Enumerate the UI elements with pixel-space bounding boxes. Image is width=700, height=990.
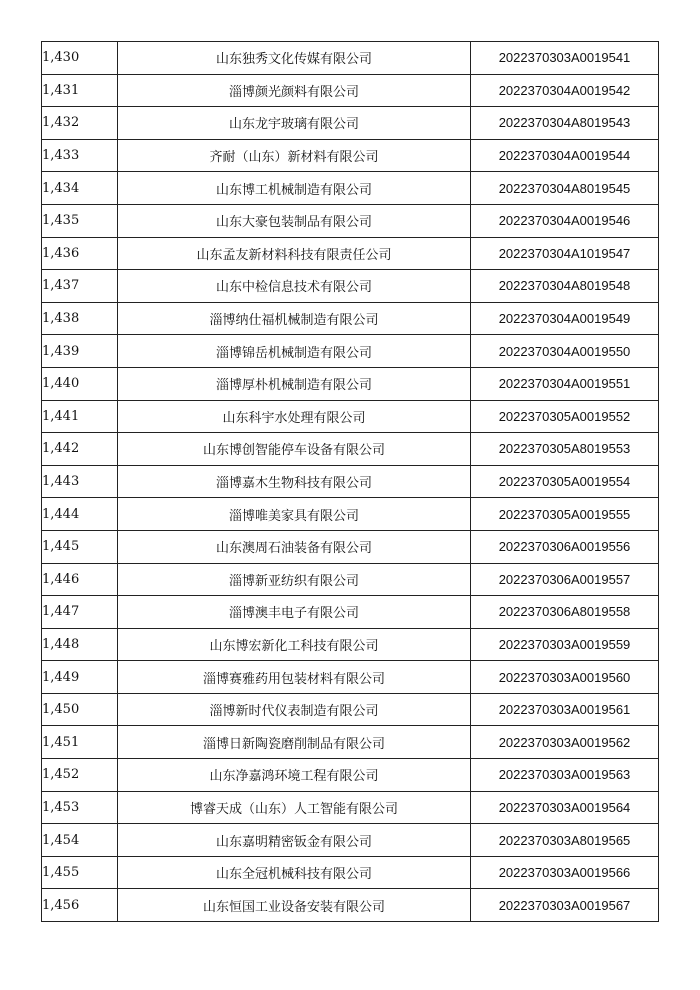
company-name-cell: 山东恒国工业设备安装有限公司 bbox=[118, 889, 471, 922]
row-index-cell: 1,444 bbox=[42, 498, 118, 531]
table-row bbox=[42, 791, 659, 824]
row-index-cell: 1,450 bbox=[42, 693, 118, 726]
table-row bbox=[42, 596, 659, 629]
company-name-cell: 淄博颜光颜料有限公司 bbox=[118, 74, 471, 107]
registration-code-cell: 2022370306A0019557 bbox=[471, 563, 659, 596]
company-name-cell: 淄博唯美家具有限公司 bbox=[118, 498, 471, 531]
registration-code-cell: 2022370303A0019562 bbox=[471, 726, 659, 759]
table-row bbox=[42, 172, 659, 205]
registration-code-cell: 2022370303A0019559 bbox=[471, 628, 659, 661]
registration-code-cell: 2022370304A8019545 bbox=[471, 172, 659, 205]
table-row bbox=[42, 661, 659, 694]
registration-code-cell: 2022370303A0019560 bbox=[471, 661, 659, 694]
company-name-cell: 齐耐（山东）新材料有限公司 bbox=[118, 139, 471, 172]
company-name-cell: 山东澳周石油装备有限公司 bbox=[118, 530, 471, 563]
registration-code-cell: 2022370304A8019543 bbox=[471, 107, 659, 140]
table-row bbox=[42, 107, 659, 140]
row-index-cell: 1,443 bbox=[42, 465, 118, 498]
company-name-cell: 淄博新亚纺织有限公司 bbox=[118, 563, 471, 596]
row-index-cell: 1,453 bbox=[42, 791, 118, 824]
company-name-cell: 博睿天成（山东）人工智能有限公司 bbox=[118, 791, 471, 824]
company-name-cell: 山东博宏新化工科技有限公司 bbox=[118, 628, 471, 661]
registration-code-cell: 2022370303A8019565 bbox=[471, 824, 659, 857]
table-row bbox=[42, 302, 659, 335]
table-row bbox=[42, 139, 659, 172]
table-row bbox=[42, 270, 659, 303]
registration-code-cell: 2022370303A0019566 bbox=[471, 856, 659, 889]
row-index-cell: 1,448 bbox=[42, 628, 118, 661]
row-index-cell: 1,442 bbox=[42, 433, 118, 466]
row-index-cell: 1,436 bbox=[42, 237, 118, 270]
table-row bbox=[42, 759, 659, 792]
company-name-cell: 淄博纳仕福机械制造有限公司 bbox=[118, 302, 471, 335]
table-row bbox=[42, 335, 659, 368]
registration-code-cell: 2022370303A0019563 bbox=[471, 759, 659, 792]
table-row bbox=[42, 237, 659, 270]
company-name-cell: 淄博澳丰电子有限公司 bbox=[118, 596, 471, 629]
company-name-cell: 淄博锦岳机械制造有限公司 bbox=[118, 335, 471, 368]
company-name-cell: 山东中检信息技术有限公司 bbox=[118, 270, 471, 303]
table-body bbox=[42, 42, 659, 922]
table-row bbox=[42, 42, 659, 75]
table-row bbox=[42, 563, 659, 596]
row-index-cell: 1,454 bbox=[42, 824, 118, 857]
company-name-cell: 山东独秀文化传媒有限公司 bbox=[118, 42, 471, 75]
company-name-cell: 山东龙宇玻璃有限公司 bbox=[118, 107, 471, 140]
row-index-cell: 1,437 bbox=[42, 270, 118, 303]
row-index-cell: 1,432 bbox=[42, 107, 118, 140]
table-row bbox=[42, 824, 659, 857]
registration-code-cell: 2022370306A0019556 bbox=[471, 530, 659, 563]
table-row bbox=[42, 530, 659, 563]
table-row bbox=[42, 498, 659, 531]
row-index-cell: 1,446 bbox=[42, 563, 118, 596]
registration-code-cell: 2022370305A0019554 bbox=[471, 465, 659, 498]
table-row bbox=[42, 856, 659, 889]
row-index-cell: 1,456 bbox=[42, 889, 118, 922]
company-name-cell: 淄博厚朴机械制造有限公司 bbox=[118, 367, 471, 400]
registration-code-cell: 2022370305A0019555 bbox=[471, 498, 659, 531]
row-index-cell: 1,447 bbox=[42, 596, 118, 629]
registration-code-cell: 2022370303A0019567 bbox=[471, 889, 659, 922]
row-index-cell: 1,445 bbox=[42, 530, 118, 563]
company-name-cell: 山东博工机械制造有限公司 bbox=[118, 172, 471, 205]
registration-code-cell: 2022370304A8019548 bbox=[471, 270, 659, 303]
company-registry-table bbox=[41, 41, 659, 922]
registration-code-cell: 2022370304A1019547 bbox=[471, 237, 659, 270]
row-index-cell: 1,439 bbox=[42, 335, 118, 368]
table-row bbox=[42, 400, 659, 433]
company-name-cell: 淄博嘉木生物科技有限公司 bbox=[118, 465, 471, 498]
row-index-cell: 1,452 bbox=[42, 759, 118, 792]
row-index-cell: 1,435 bbox=[42, 204, 118, 237]
registration-code-cell: 2022370304A0019542 bbox=[471, 74, 659, 107]
table-row bbox=[42, 74, 659, 107]
table-row bbox=[42, 204, 659, 237]
row-index-cell: 1,449 bbox=[42, 661, 118, 694]
company-name-cell: 山东净嘉鸿环境工程有限公司 bbox=[118, 759, 471, 792]
company-name-cell: 山东大豪包装制品有限公司 bbox=[118, 204, 471, 237]
table-row bbox=[42, 367, 659, 400]
registration-code-cell: 2022370303A0019561 bbox=[471, 693, 659, 726]
row-index-cell: 1,430 bbox=[42, 42, 118, 75]
company-name-cell: 淄博日新陶瓷磨削制品有限公司 bbox=[118, 726, 471, 759]
table-row bbox=[42, 693, 659, 726]
registration-code-cell: 2022370305A0019552 bbox=[471, 400, 659, 433]
row-index-cell: 1,451 bbox=[42, 726, 118, 759]
row-index-cell: 1,440 bbox=[42, 367, 118, 400]
company-name-cell: 山东博创智能停车设备有限公司 bbox=[118, 433, 471, 466]
table-row bbox=[42, 628, 659, 661]
registration-code-cell: 2022370304A0019551 bbox=[471, 367, 659, 400]
registration-code-cell: 2022370304A0019546 bbox=[471, 204, 659, 237]
row-index-cell: 1,441 bbox=[42, 400, 118, 433]
company-name-cell: 山东科宇水处理有限公司 bbox=[118, 400, 471, 433]
registration-code-cell: 2022370306A8019558 bbox=[471, 596, 659, 629]
registration-code-cell: 2022370305A8019553 bbox=[471, 433, 659, 466]
registration-code-cell: 2022370304A0019549 bbox=[471, 302, 659, 335]
table-row bbox=[42, 726, 659, 759]
company-name-cell: 山东嘉明精密钣金有限公司 bbox=[118, 824, 471, 857]
company-name-cell: 淄博赛雅药用包装材料有限公司 bbox=[118, 661, 471, 694]
company-name-cell: 山东孟友新材料科技有限责任公司 bbox=[118, 237, 471, 270]
registration-code-cell: 2022370304A0019550 bbox=[471, 335, 659, 368]
registration-code-cell: 2022370303A0019541 bbox=[471, 42, 659, 75]
table-row bbox=[42, 433, 659, 466]
row-index-cell: 1,431 bbox=[42, 74, 118, 107]
company-name-cell: 淄博新时代仪表制造有限公司 bbox=[118, 693, 471, 726]
table-row bbox=[42, 465, 659, 498]
row-index-cell: 1,438 bbox=[42, 302, 118, 335]
row-index-cell: 1,455 bbox=[42, 856, 118, 889]
registration-code-cell: 2022370303A0019564 bbox=[471, 791, 659, 824]
company-name-cell: 山东全冠机械科技有限公司 bbox=[118, 856, 471, 889]
table-row bbox=[42, 889, 659, 922]
row-index-cell: 1,434 bbox=[42, 172, 118, 205]
row-index-cell: 1,433 bbox=[42, 139, 118, 172]
registration-code-cell: 2022370304A0019544 bbox=[471, 139, 659, 172]
